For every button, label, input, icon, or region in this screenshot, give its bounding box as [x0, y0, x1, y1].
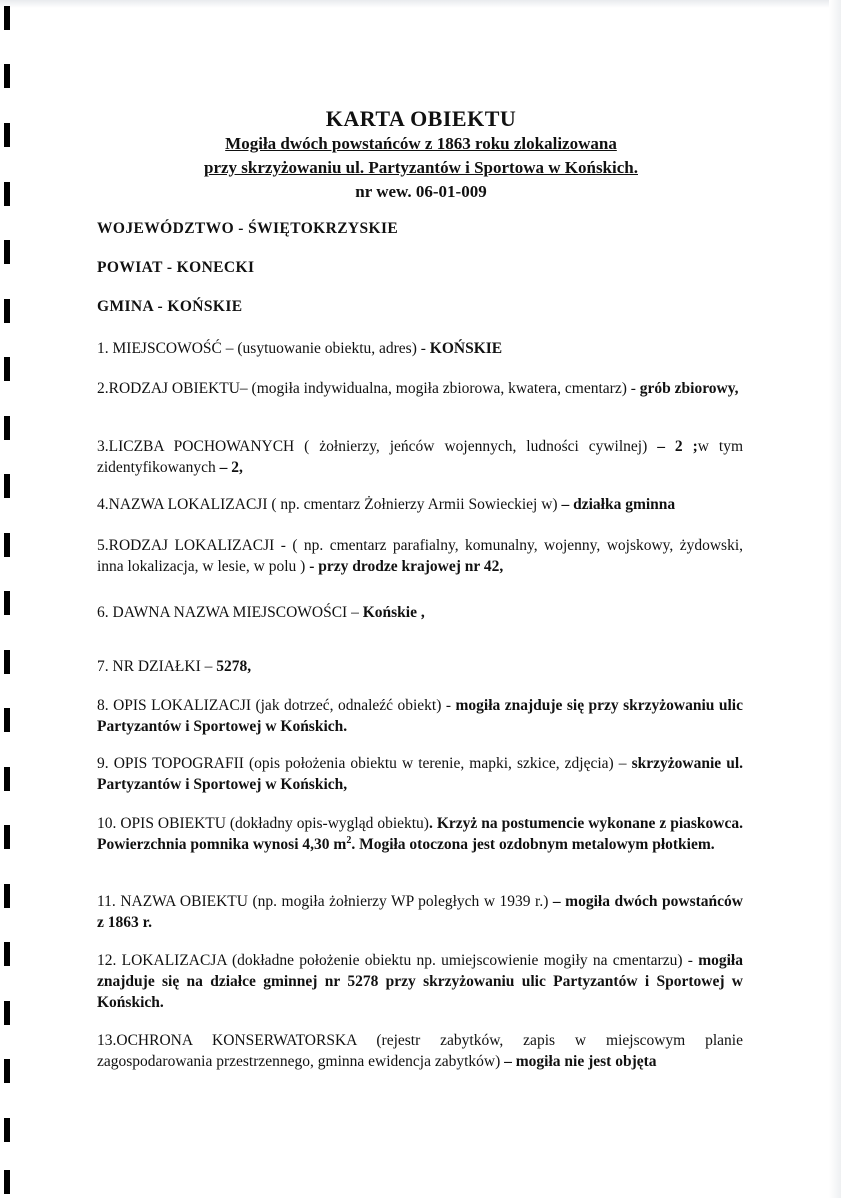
item-value: mogiła znajduje się przy skrzyżowaniu ulic Partyzantów i Sportowej w Końskich. [97, 697, 743, 735]
document-subtitle-line2: przy skrzyżowaniu ul. Partyzantów i Sportowa w Końskich. [204, 158, 638, 177]
item-6-dawna-nazwa [97, 602, 743, 623]
binding-mark [4, 884, 10, 908]
item-10-opis-obiektu [97, 813, 743, 855]
item-value: . Krzyż na postumencie wykonane z piaskowca. Powierzchnia pomnika wynosi 4,30 m [97, 815, 743, 853]
item-3-liczba-pochowanych [97, 436, 743, 478]
item-value: – mogiła dwóch powstańców z 1863 r. [97, 893, 743, 931]
powiat-label: POWIAT - KONECKI [97, 259, 255, 276]
item-label: 3.LICZBA POCHOWANYCH ( żołnierzy, jeńców wojennych, ludności cywilnej) [97, 438, 658, 455]
item-9-opis-topografii [97, 753, 743, 795]
internal-number: nr wew. 06-01-009 [355, 182, 487, 201]
binding-mark [4, 767, 10, 791]
binding-mark [4, 64, 10, 88]
item-superscript: 2 [346, 834, 352, 846]
item-value: grób zbiorowy, [639, 380, 739, 397]
item-value-2: – 2, [219, 459, 243, 476]
binding-mark [4, 474, 10, 498]
binding-mark [4, 825, 10, 849]
document-subtitle-line1: Mogiła dwóch powstańców z 1863 roku zlokalizowana [225, 134, 617, 153]
document-header [96, 106, 746, 204]
document-title: KARTA OBIEKTU [325, 106, 517, 131]
item-value: - przy drodze krajowej nr 42, [309, 558, 504, 575]
gmina-label: GMINA - KOŃSKIE [97, 298, 243, 315]
item-value: KOŃSKIE [429, 340, 503, 357]
item-label: 13.OCHRONA KONSERWATORSKA (rejestr zabytków, zapis w miejscowym planie zagospodarowania przestrzennego, gminna ewidencja zabytków) [97, 1032, 743, 1070]
item-2-rodzaj-obiektu [97, 378, 743, 399]
item-value: mogiła znajduje się na działce gminnej nr 5278 przy skrzyżowaniu ulic Partyzantów i Sportowej w Końskich. [97, 952, 743, 1011]
item-label-2: w tym zidentyfikowanych [97, 438, 743, 476]
binding-mark [4, 182, 10, 206]
binding-mark [4, 650, 10, 674]
item-5-rodzaj-lokalizacji [97, 535, 743, 577]
item-value: 5278, [216, 658, 252, 675]
item-label: 11. NAZWA OBIEKTU (np. mogiła żołnierzy WP poległych w 1939 r.) [97, 893, 553, 910]
item-value: – działka gminna [561, 496, 676, 513]
item-label: 5.RODZAJ LOKALIZACJI - ( np. cmentarz parafialny, komunalny, wojenny, wojskowy, żydowski, inna lokalizacja, w lesie, w polu ) [97, 537, 743, 575]
item-label: 6. DAWNA NAZWA MIEJSCOWOŚCI – [97, 604, 363, 621]
item-label: 10. OPIS OBIEKTU (dokładny opis-wygląd obiektu) [97, 815, 429, 832]
wojewodztwo-label: WOJEWÓDZTWO - ŚWIĘTOKRZYSKIE [97, 220, 399, 237]
item-label: 7. NR DZIAŁKI – [97, 658, 217, 675]
binding-mark [4, 1170, 10, 1194]
binding-mark [4, 533, 10, 557]
binding-mark [4, 708, 10, 732]
binding-mark [4, 1001, 10, 1025]
binding-mark [4, 123, 10, 147]
item-label: 2.RODZAJ OBIEKTU– (mogiła indywidualna, mogiła zbiorowa, kwatera, cmentarz) - [97, 380, 640, 397]
item-value: – 2 ; [657, 438, 698, 455]
binding-mark [4, 240, 10, 264]
item-7-nr-dzialki [97, 656, 743, 677]
binding-marks [4, 0, 12, 1198]
item-label: 1. MIEJSCOWOŚĆ – (usytuowanie obiektu, adres) - [97, 340, 430, 357]
item-value: – mogiła nie jest objęta [504, 1053, 657, 1070]
binding-mark [4, 6, 10, 30]
item-13-ochrona-konserwatorska [97, 1030, 743, 1072]
item-1-miejscowosc [97, 338, 743, 359]
item-label: 12. LOKALIZACJA (dokładne położenie obiektu np. umiejscowienie mogiły na cmentarzu) - [97, 952, 699, 969]
item-4-nazwa-lokalizacji [97, 494, 743, 515]
item-12-lokalizacja [97, 950, 743, 1013]
binding-mark [4, 591, 10, 615]
binding-mark [4, 1118, 10, 1142]
item-label: 8. OPIS LOKALIZACJI (jak dotrzeć, odnaleźć obiekt) - [97, 697, 456, 714]
binding-mark [4, 942, 10, 966]
item-value: Końskie , [362, 604, 425, 621]
binding-mark [4, 299, 10, 323]
item-value-2: . Mogiła otoczona jest ozdobnym metalowym płotkiem. [351, 836, 715, 853]
binding-mark [4, 1059, 10, 1083]
scan-top-edge [0, 0, 841, 8]
item-label: 4.NAZWA LOKALIZACJI ( np. cmentarz Żołnierzy Armii Sowieckiej w) [97, 496, 562, 513]
item-8-opis-lokalizacji [97, 695, 743, 737]
item-label: 9. OPIS TOPOGRAFII (opis położenia obiektu w terenie, mapki, szkice, zdjęcia) – [97, 755, 632, 772]
item-value: skrzyżowanie ul. Partyzantów i Sportowej w Końskich, [97, 755, 744, 793]
binding-mark [4, 416, 10, 440]
binding-mark [4, 357, 10, 381]
item-11-nazwa-obiektu [97, 891, 743, 933]
scan-right-edge [829, 0, 841, 1198]
